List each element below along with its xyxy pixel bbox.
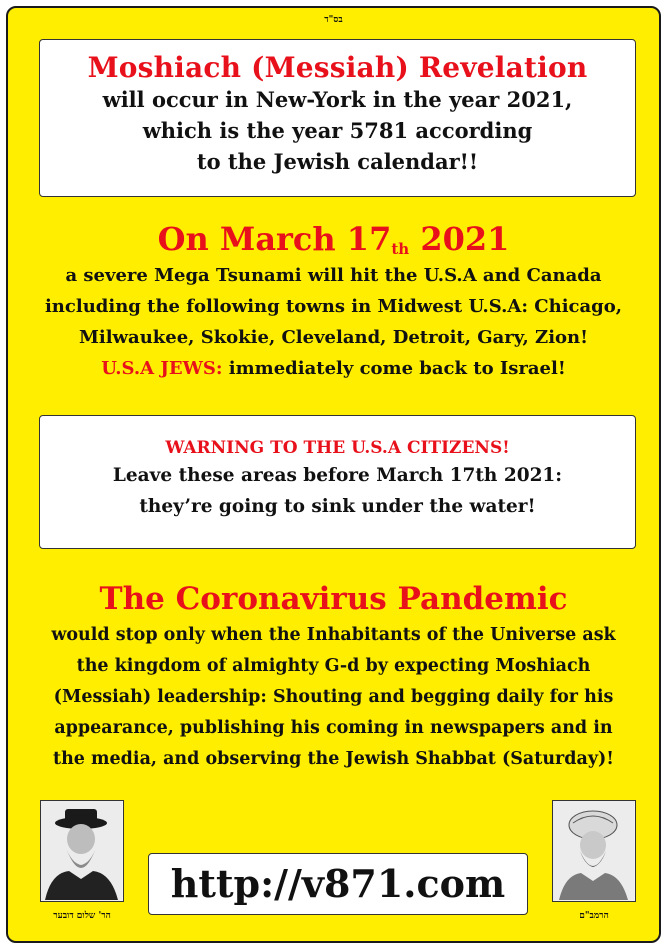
revelation-title: Moshiach (Messiah) Revelation (87, 51, 588, 84)
poster (6, 6, 661, 943)
tsunami-date-pre: On March 17 (157, 220, 392, 258)
corona-line-1: would stop only when the Inhabitants of the Universe ask (51, 625, 616, 645)
revelation-line-3: to the Jewish calendar!! (196, 149, 479, 174)
tsunami-jews-line (8, 353, 659, 384)
portrait-left-image (41, 801, 122, 900)
warning-title: WARNING TO THE U.S.A CITIZENS! (165, 438, 510, 458)
revelation-line-1: will occur in New-York in the year 2021, (102, 87, 573, 112)
corona-title: The Coronavirus Pandemic (99, 581, 568, 617)
tsunami-text (8, 260, 659, 384)
portrait-right-image (553, 801, 634, 900)
website-url[interactable]: http://v871.com (148, 853, 528, 915)
warning-line-2: they’re going to sink under the water! (139, 496, 536, 517)
left-portrait-caption: הר' שלום דובער (53, 911, 111, 921)
corona-line-5: the media, and observing the Jewish Shabbat (Saturday)! (53, 749, 614, 769)
corona-line-2: the kingdom of almighty G-d by expecting Moshiach (76, 656, 591, 676)
tsunami-date-suffix: th (391, 240, 410, 258)
corona-text (8, 620, 659, 775)
tsunami-line-1: a severe Mega Tsunami will hit the U.S.A and Canada (65, 265, 602, 286)
revelation-box (39, 39, 636, 197)
tsunami-line-2: including the following towns in Midwest U.S.A: Chicago, (44, 296, 623, 317)
rabbi-portrait-left (40, 800, 124, 902)
warning-line-1: Leave these areas before March 17th 2021: (112, 465, 563, 486)
bsd-header: בס"ד (324, 15, 343, 25)
corona-line-4: appearance, publishing his coming in newspapers and in (54, 718, 613, 738)
rambam-portrait-right (552, 800, 636, 902)
corona-line-3: (Messiah) leadership: Shouting and begging daily for his (53, 687, 614, 707)
revelation-line-2: which is the year 5781 according (142, 118, 533, 143)
jews-label: U.S.A JEWS: (101, 358, 223, 379)
tsunami-date-post: 2021 (409, 220, 510, 258)
right-portrait-caption: הרמב"ם (579, 911, 609, 921)
jews-text: immediately come back to Israel! (222, 358, 566, 379)
tsunami-line-3: Milwaukee, Skokie, Cleveland, Detroit, Gary, Zion! (78, 327, 589, 348)
warning-box (39, 415, 636, 549)
tsunami-date (8, 219, 659, 265)
